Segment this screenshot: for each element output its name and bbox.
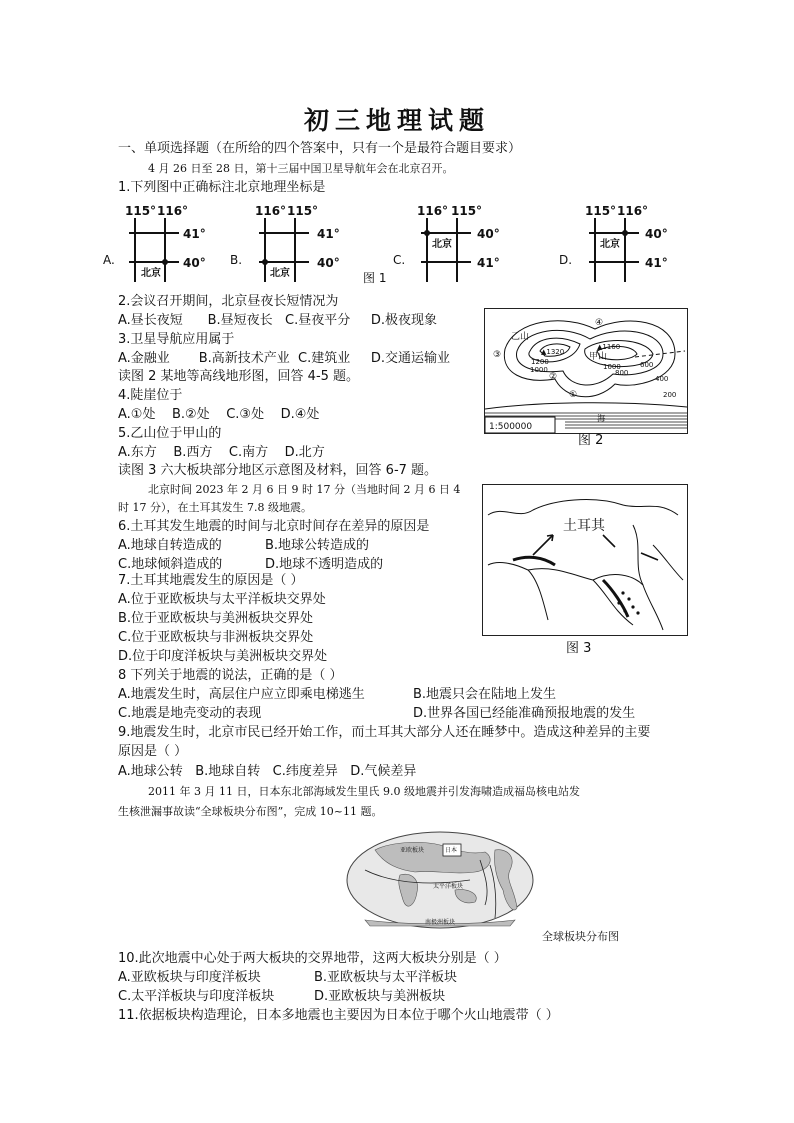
question-6-option-d: D.地球不透明造成的 — [265, 557, 384, 572]
section-heading: 一、单项选择题（在所给的四个答案中，只有一个是最符合题目要求） — [118, 141, 522, 156]
question-6-option-b: B.地球公转造成的 — [265, 538, 370, 553]
fig2-contour-800: 800 — [615, 369, 629, 377]
fig1-b-city: 北京 — [270, 268, 290, 279]
question-4-options: A.①处 B.②处 C.③处 D.④处 — [118, 407, 320, 422]
fig2-peak-1160: ▲1160 — [597, 343, 621, 351]
question-6: 6.土耳其发生地震的时间与北京时间存在差异的原因是 — [118, 519, 430, 534]
question-8-option-a: A.地震发生时，高层住户应立即乘电梯逃生 — [118, 687, 365, 702]
fig1-a-lon2: 116° — [157, 204, 189, 218]
fig1-option-a: A. — [103, 253, 115, 267]
fig1-d-city: 北京 — [600, 239, 620, 250]
fig2-peak-1320: ▲1320 — [541, 348, 565, 356]
fig2-contour-600: 600 — [640, 361, 654, 369]
fig1-caption: 图 1 — [363, 271, 387, 285]
fig3-caption: 图 3 — [566, 641, 592, 656]
figure-3-plates-map — [482, 484, 688, 636]
fig2-marker-3: ③ — [493, 350, 502, 360]
material-line-4: 生核泄漏事故读“全球板块分布图”，完成 10~11 题。 — [118, 805, 383, 818]
fig1-option-b: B. — [230, 253, 243, 267]
question-5-options: A.东方 B.西方 C.南方 D.北方 — [118, 445, 325, 460]
figure-1-drawing — [95, 200, 695, 290]
fig4-caption: 全球板块分布图 — [542, 930, 619, 943]
fig2-marker-4: ④ — [595, 318, 604, 328]
fig1-d-lat2: 41° — [645, 256, 668, 270]
material-line-1: 北京时间 2023 年 2 月 6 日 9 时 17 分（当地时间 2 月 6 日 4 — [148, 483, 461, 496]
question-8: 8 下列关于地震的说法，正确的是（ ） — [118, 668, 343, 683]
question-9-line-1: 9.地震发生时，北京市民已经开始工作，而土耳其大部分人还在睡梦中。造成这种差异的主要 — [118, 725, 651, 740]
question-6-option-c: C.地球倾斜造成的 — [118, 557, 223, 572]
question-10-option-b: B.亚欧板块与太平洋板块 — [314, 970, 458, 985]
question-8-option-b: B.地震只会在陆地上发生 — [413, 687, 557, 702]
fig1-b-lat1: 41° — [317, 227, 340, 241]
question-10-option-d: D.亚欧板块与美洲板块 — [314, 989, 446, 1004]
fig2-contour-200: 200 — [663, 391, 677, 399]
fig1-a-lat2: 40° — [183, 256, 206, 270]
figure-4-drawing — [345, 830, 535, 930]
question-1: 1.下列图中正确标注北京地理坐标是 — [118, 180, 326, 195]
figure-4-world-plates-map — [345, 830, 535, 930]
question-8-option-d: D.世界各国已经能准确预报地震的发生 — [413, 706, 636, 721]
fig1-a-lon1: 115° — [125, 204, 157, 218]
question-9-options: A.地球公转 B.地球自转 C.纬度差异 D.气候差异 — [118, 764, 417, 779]
fig2-contour-1000a: 1000 — [530, 366, 548, 374]
fig4-antarctic-plate: 南极洲板块 — [425, 919, 456, 926]
question-10-option-a: A.亚欧板块与印度洋板块 — [118, 970, 261, 985]
fig2-contour-400: 400 — [655, 375, 669, 383]
fig1-c-lat2: 41° — [477, 256, 500, 270]
read-instruction-6-7: 读图 3 六大板块部分地区示意图及材料，回答 6-7 题。 — [118, 463, 438, 478]
fig1-option-c: C. — [393, 253, 406, 267]
fig1-b-lon1: 116° — [255, 204, 287, 218]
fig2-contour-1000b: 1000 — [603, 363, 621, 371]
figure-1 — [95, 200, 695, 290]
intro-text: 4 月 26 日至 28 日，第十三届中国卫星导航年会在北京召开。 — [148, 162, 454, 175]
fig1-b-lon2: 115° — [287, 204, 319, 218]
fig2-contour-1200: 1200 — [531, 358, 549, 366]
fig4-japan: 日本 — [445, 847, 458, 854]
figure-3-drawing — [483, 485, 687, 635]
question-3: 3.卫星导航应用属于 — [118, 332, 235, 347]
fig2-marker-2: ② — [549, 372, 558, 382]
question-7-option-a: A.位于亚欧板块与太平洋板块交界处 — [118, 592, 326, 607]
question-5: 5.乙山位于甲山的 — [118, 426, 222, 441]
fig1-option-d: D. — [559, 253, 573, 267]
fig1-c-lon1: 116° — [417, 204, 449, 218]
question-7-option-d: D.位于印度洋板块与美洲板块交界处 — [118, 649, 328, 664]
read-instruction-4-5: 读图 2 某地等高线地形图，回答 4-5 题。 — [118, 369, 360, 384]
fig4-pacific-plate: 太平洋板块 — [433, 883, 464, 890]
question-4: 4.陡崖位于 — [118, 388, 183, 403]
question-11: 11.依据板块构造理论，日本多地震也主要因为日本位于哪个火山地震带（ ） — [118, 1008, 559, 1023]
fig2-jia-shan: 甲山 — [589, 352, 608, 362]
fig2-scale: 1:500000 — [489, 422, 533, 432]
material-line-3: 2011 年 3 月 11 日，日本东北部海域发生里氏 9.0 级地震并引发海啸造成福岛核电站发 — [148, 785, 580, 798]
fig2-yi-shan: 乙山 — [511, 332, 530, 342]
question-7: 7.土耳其地震发生的原因是（ ） — [118, 573, 304, 588]
fig1-d-lat1: 40° — [645, 227, 668, 241]
question-2-options: A.昼长夜短 B.昼短夜长 C.昼夜平分 D.极夜现象 — [118, 313, 438, 328]
question-10-option-c: C.太平洋板块与印度洋板块 — [118, 989, 275, 1004]
fig1-c-lon2: 115° — [451, 204, 483, 218]
fig1-a-lat1: 41° — [183, 227, 206, 241]
fig1-a-city: 北京 — [141, 268, 161, 279]
material-line-2: 时 17 分），在土耳其发生 7.8 级地震。 — [118, 501, 312, 514]
question-9-line-2: 原因是（ ） — [118, 744, 188, 759]
question-2: 2.会议召开期间，北京昼夜长短情况为 — [118, 294, 339, 309]
question-3-options: A.金融业 B.高新技术产业 C.建筑业 D.交通运输业 — [118, 351, 451, 366]
fig3-turkey-label: 土耳其 — [563, 518, 605, 534]
figure-2-contour-map — [484, 308, 688, 434]
fig4-eurasian-plate: 亚欧板块 — [400, 847, 425, 854]
fig1-d-lon2: 116° — [617, 204, 649, 218]
question-6-option-a: A.地球自转造成的 — [118, 538, 222, 553]
question-7-option-b: B.位于亚欧板块与美洲板块交界处 — [118, 611, 314, 626]
fig2-caption: 图 2 — [578, 433, 604, 448]
fig2-marker-1: ① — [569, 390, 578, 400]
question-10: 10.此次地震中心处于两大板块的交界地带，这两大板块分别是（ ） — [118, 951, 507, 966]
fig1-c-lat1: 40° — [477, 227, 500, 241]
page-title: 初三地理试题 — [303, 106, 490, 135]
fig1-d-lon1: 115° — [585, 204, 617, 218]
fig1-b-lat2: 40° — [317, 256, 340, 270]
fig2-sea: 海 — [597, 414, 605, 423]
fig1-c-city: 北京 — [432, 239, 452, 250]
question-7-option-c: C.位于亚欧板块与非洲板块交界处 — [118, 630, 314, 645]
question-8-option-c: C.地震是地壳变动的表现 — [118, 706, 262, 721]
figure-2-drawing — [485, 309, 687, 433]
